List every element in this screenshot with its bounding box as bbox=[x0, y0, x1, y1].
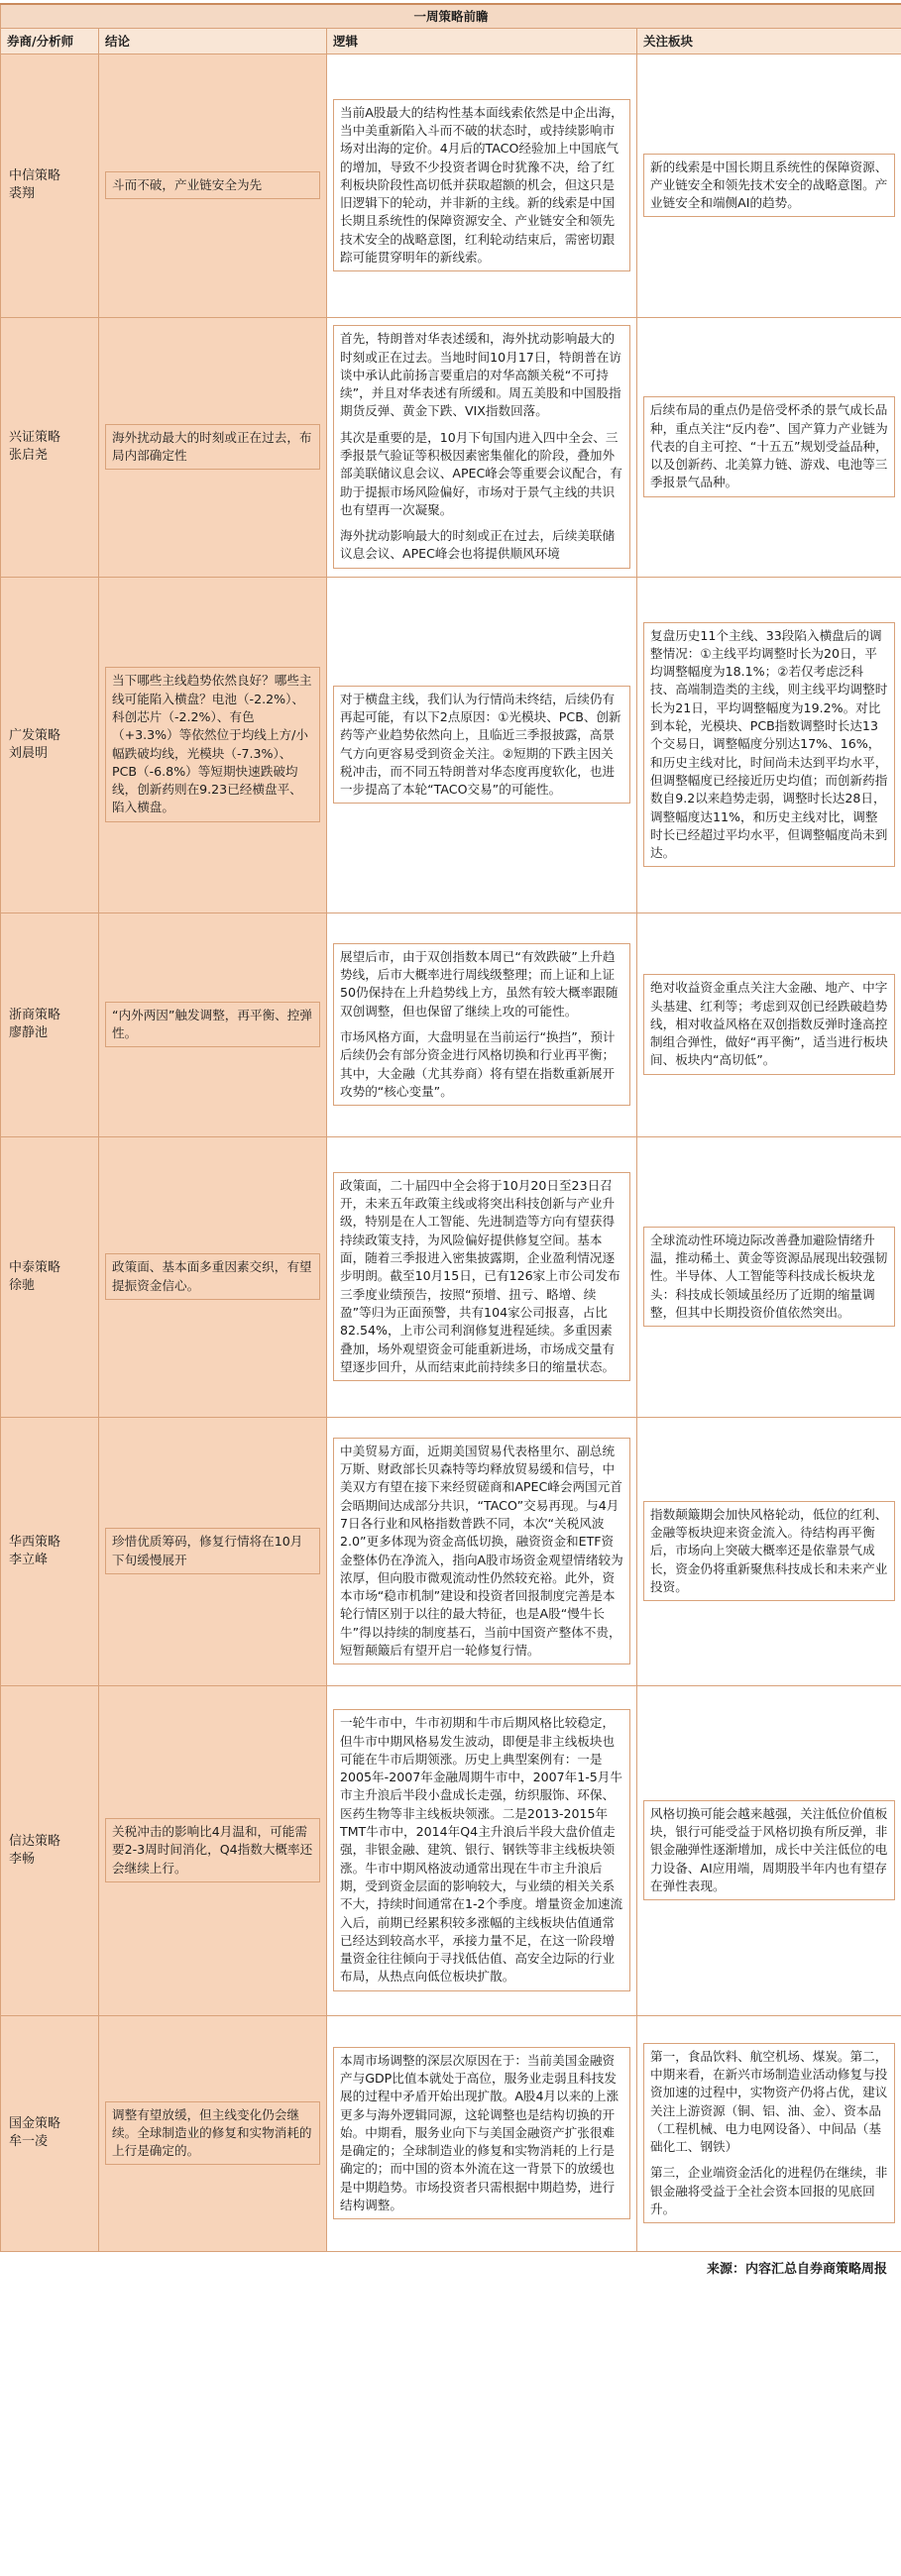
focus-cell bbox=[637, 54, 901, 317]
analyst-cell bbox=[1, 2015, 99, 2251]
focus-cell-box bbox=[643, 1227, 895, 1327]
focus-cell-box bbox=[643, 1800, 895, 1900]
conclusion-cell-text: 关税冲击的影响比4月温和，可能需要2-3周时间消化，Q4指数大概率还会继续上行。 bbox=[112, 1824, 313, 1876]
table-row bbox=[1, 577, 901, 912]
table-row bbox=[1, 1136, 901, 1417]
focus-cell bbox=[637, 2015, 901, 2251]
conclusion-cell bbox=[99, 912, 327, 1136]
conclusion-cell bbox=[99, 577, 327, 912]
logic-cell-box bbox=[333, 2047, 630, 2220]
focus-cell bbox=[637, 1685, 901, 2015]
analyst-name: 李立峰 bbox=[9, 1552, 49, 1567]
conclusion-cell-text: “内外两因”触发调整，再平衡、控弹性。 bbox=[112, 1007, 312, 1040]
logic-cell bbox=[327, 1136, 637, 1417]
logic-cell-paragraph: 其次是重要的是，10月下旬国内进入四中全会、三季报景气验证等积极因素密集催化的阶段，叠加外部美联储议息会议、APEC峰会等重要会议配合，有助于提振市场风险偏好，市场对于景气主线的共识也有望再一次凝聚。 bbox=[340, 429, 622, 517]
focus-cell-text: 绝对收益资金重点关注大金融、地产、中字头基建、红利等；考虑到双创已经跌破趋势线，相对收益风格在双创指数反弹时逢高控制组合弹性，做好“再平衡”，适当进行板块间、板块内“高切低”。 bbox=[650, 980, 888, 1068]
analyst-name: 牟一凌 bbox=[9, 2134, 49, 2149]
analyst-name: 徐驰 bbox=[9, 1277, 36, 1293]
logic-cell-box bbox=[333, 943, 630, 1106]
focus-cell bbox=[637, 912, 901, 1136]
table-header-row bbox=[1, 28, 901, 54]
focus-cell bbox=[637, 1417, 901, 1685]
header-focus: 关注板块 bbox=[637, 28, 901, 54]
conclusion-cell bbox=[99, 2015, 327, 2251]
focus-cell bbox=[637, 577, 901, 912]
analyst-cell bbox=[1, 912, 99, 1136]
focus-cell-paragraph: 第三，企业端资金活化的进程仍在继续，非银金融将受益于全社会资本回报的见底回升。 bbox=[650, 2165, 888, 2217]
conclusion-cell-text: 调整有望放缓，但主线变化仍会继续。全球制造业的修复和实物消耗的上行是确定的。 bbox=[112, 2106, 312, 2159]
conclusion-cell-box bbox=[105, 1002, 320, 1048]
analyst-name: 刘晨明 bbox=[9, 745, 49, 761]
strategy-table bbox=[0, 3, 901, 2252]
logic-cell-text: 当前A股最大的结构性基本面线索依然是中企出海，当中美重新陷入斗而不破的状态时，或持续影响市场对出海的定价。4月后的TACO经验加上中国底气的增加，导致不少投资者调仓时犹豫不决，给了红利板块阶段性高切低并获取超额的机会，但这只是旧逻辑下的轮动，并非新的主线。新的线索是中国长期且系统性的保障资源安全、产业链安全和领先技术安全的战略意图，红利轮动结束后，需密切跟踪可能贯穿明年的新线索。 bbox=[340, 104, 623, 266]
analyst-name: 李畅 bbox=[9, 1851, 36, 1867]
logic-cell-box bbox=[333, 1438, 630, 1665]
logic-cell bbox=[327, 2015, 637, 2251]
broker-name: 华西策略 bbox=[9, 1534, 61, 1550]
focus-cell-box bbox=[643, 1501, 895, 1601]
analyst-cell bbox=[1, 1417, 99, 1685]
table-title-row bbox=[1, 4, 901, 28]
conclusion-cell-text: 斗而不破，产业链安全为先 bbox=[112, 176, 263, 192]
conclusion-cell-box bbox=[105, 1253, 320, 1300]
conclusion-cell bbox=[99, 1417, 327, 1685]
conclusion-cell bbox=[99, 54, 327, 317]
logic-cell bbox=[327, 577, 637, 912]
focus-cell-box bbox=[643, 2043, 895, 2224]
logic-cell bbox=[327, 54, 637, 317]
broker-name: 浙商策略 bbox=[9, 1008, 61, 1022]
conclusion-cell-box bbox=[105, 424, 320, 471]
focus-cell-text: 指数颠簸期会加快风格轮动，低位的红利、金融等板块迎来资金流入。待结构再平衡后，市场向上突破大概率还是依靠景气成长，资金仍将重新聚焦科技成长和未来产业投资。 bbox=[650, 1506, 888, 1594]
focus-cell-text: 复盘历史11个主线、33段陷入横盘后的调整情况：①主线平均调整时长为20日，平均调整幅度为18.1%；②若仅考虑泛科技、高端制造类的主线，则主线平均调整时长为21日，平均调整幅度为19.2%。对比到本轮，光模块、PCB指数调整时长达13个交易日，调整幅度分别达17%、16%，和历史主线对比，时间尚未达到平均水平，但调整幅度已经接近历史均值；而创新药指数自9.2以来趋势走弱，调整时长达28日，调整幅度达11%，和历史主线对比，调整时长已经超过平均水平，但调整幅度尚未到达。 bbox=[650, 627, 888, 861]
broker-name: 国金策略 bbox=[9, 2116, 61, 2131]
logic-cell-text: 本周市场调整的深层次原因在于：当前美国金融资产与GDP比值本就处于高位，服务业走弱且科技发展的过程中矛盾开始出现扩散。A股4月以来的上涨更多与海外逻辑同源，这轮调整也是结构切换的开始。中期看，服务业向下与美国金融资产扩张很难是确定的；全球制造业的修复和实物消耗的上行是确定的；而中国的资本外流在这一背景下的放缓也是中期趋势。市场投资者只需根据中期趋势，进行结构调整。 bbox=[340, 2052, 619, 2213]
logic-cell-text: 政策面，二十届四中全会将于10月20日至23日召开，未来五年政策主线或将突出科技创新与产业升级，特别是在人工智能、先进制造等方向有望获得持续政策支持，为风险偏好提供修复空间。基本面，随着三季报进入密集披露期，企业盈利情况逐步明朗。截至10月15日，已有126家上市公司发布三季度业绩预告，按照“预增、扭亏、略增、续盈”等归为正面预警，共有104家公司报喜，占比82.54%，上市公司利润修复进程延续。多重因素叠加，场外观望资金可能重新进场，市场成交量有望逐步回升，从而结束此前持续多日的缩量状态。 bbox=[340, 1177, 620, 1374]
logic-cell-box bbox=[333, 325, 630, 569]
logic-cell-paragraph: 展望后市，由于双创指数本周已“有效跌破”上升趋势线，后市大概率进行周线级整理；而上证和上证50仍保持在上升趋势线上方，虽然有较大概率跟随双创调整，但也保留了继续上攻的可能性。 bbox=[340, 948, 619, 1019]
logic-cell-box bbox=[333, 99, 630, 272]
logic-cell-text: 对于横盘主线，我们认为行情尚未终结，后续仍有再起可能，有以下2点原因：①光模块、PCB、创新药等产业趋势依然向上，且临近三季报披露，高景气方向更容易受到资金关注。②短期的下跌主因关税冲击，而不同五特朗普对华态度再度软化，也进一步提高了本轮“TACO交易”的可能性。 bbox=[340, 691, 621, 798]
broker-name: 广发策略 bbox=[9, 727, 61, 743]
conclusion-cell bbox=[99, 1685, 327, 2015]
table-row bbox=[1, 1685, 901, 2015]
analyst-cell bbox=[1, 54, 99, 317]
logic-cell-box bbox=[333, 1709, 630, 1990]
logic-cell-paragraph: 海外扰动影响最大的时刻或正在过去，后续美联储议息会议、APEC峰会也将提供顺风环境 bbox=[340, 528, 616, 562]
analyst-cell bbox=[1, 577, 99, 912]
conclusion-cell-box bbox=[105, 1528, 320, 1574]
conclusion-cell-text: 政策面、基本面多重因素交织，有望提振资金信心。 bbox=[112, 1259, 312, 1293]
logic-cell bbox=[327, 317, 637, 577]
focus-cell-text: 新的线索是中国长期且系统性的保障资源、产业链安全和领先技术安全的战略意图。产业链安全和端侧AI的趋势。 bbox=[650, 159, 888, 211]
analyst-name: 张启尧 bbox=[9, 448, 49, 463]
conclusion-cell-text: 当下哪些主线趋势依然良好？哪些主线可能陷入横盘？电池（-2.2%）、科创芯片（-2.2%）、有色（+3.3%）等依然位于均线上方/小幅跌破均线，光模块（-7.3%）、PCB（-6.8%）等短期快速跌破均线，创新药则在9.23已经横盘平、陷入横盘。 bbox=[112, 673, 312, 815]
table-row bbox=[1, 317, 901, 577]
focus-cell bbox=[637, 1136, 901, 1417]
table-row bbox=[1, 1417, 901, 1685]
table-row bbox=[1, 912, 901, 1136]
logic-cell-text: 中美贸易方面，近期美国贸易代表格里尔、副总统万斯、财政部长贝森特等均释放贸易缓和信号，中美双方有望在接下来经贸磋商和APEC峰会两国元首会晤期间达成部分共识，“TACO”交易再现。与4月7日各行业和风格指数普跌不同，本次“关税风波2.0”更多体现为资金高低切换，融资资金和ETF资金整体仍在净流入，指向A股市场资金观望情绪较为浓厚，但向股市微观流动性仍然较充裕。此外，资本市场“稳市机制”建设和投资者回报制度完善是本轮行情区别于以往的最大特征，也是A股“慢牛长牛”得以持续的制度基石，当前中国资产整体不贵，短暂颠簸后有望开启一轮修复行情。 bbox=[340, 1443, 623, 1658]
broker-name: 中泰策略 bbox=[9, 1259, 61, 1275]
conclusion-cell bbox=[99, 1136, 327, 1417]
analyst-name: 廖静池 bbox=[9, 1025, 49, 1040]
header-conclusion: 结论 bbox=[99, 28, 327, 54]
conclusion-cell-text: 海外扰动最大的时刻或正在过去，布局内部确定性 bbox=[112, 429, 312, 463]
analyst-cell bbox=[1, 1136, 99, 1417]
focus-cell-text: 后续布局的重点仍是倍受杯杀的景气成长品种，重点关注“反内卷”、国产算力产业链为代表的自主可控、“十五五”规划受益品种，以及创新药、北美算力链、游戏、电池等三季报景气品种。 bbox=[650, 402, 888, 490]
logic-cell bbox=[327, 912, 637, 1136]
analyst-cell bbox=[1, 317, 99, 577]
conclusion-cell-box bbox=[105, 171, 320, 199]
analyst-cell bbox=[1, 1685, 99, 2015]
logic-cell-paragraph: 首先，特朗普对华表述缓和，海外扰动影响最大的时刻或正在过去。当地时间10月17日，特朗普在访谈中承认此前扬言要重启的对华高额关税“不可持续”，并且对华表述有所缓和。周五美股和中国股指期货反弹、黄金下跌、VIX指数回落。 bbox=[340, 331, 621, 419]
logic-cell-box bbox=[333, 1172, 630, 1381]
conclusion-cell bbox=[99, 317, 327, 577]
header-logic: 逻辑 bbox=[327, 28, 637, 54]
broker-name: 中信策略 bbox=[9, 168, 61, 183]
focus-cell-text: 全球流动性环境边际改善叠加避险情绪升温，推动稀土、黄金等资源品展现出较强韧性。半导体、人工智能等科技成长板块龙头：科技成长领域虽经历了近期的缩量调整，但其中长期投资价值依然突出。 bbox=[650, 1232, 888, 1320]
broker-name: 信达策略 bbox=[9, 1833, 61, 1849]
table-row bbox=[1, 2015, 901, 2251]
logic-cell bbox=[327, 1685, 637, 2015]
logic-cell-text: 一轮牛市中，牛市初期和牛市后期风格比较稳定，但牛市中期风格易发生波动，即便是非主线板块也可能在牛市后期领涨。历史上典型案例有：一是2005年-2007年金融周期牛市中，2007年1-5月牛市主升浪后半段小盘成长走强，纺织服饰、环保、医药生物等非主线板块领涨。二是2013-2015年TMT牛市中，2014年Q4主升浪后半段大盘价值走强，非银金融、建筑、银行、钢铁等非主线板块领涨。牛市中期风格波动通常出现在牛市主升浪后期，受到资金层面的影响较大，与业绩的相关关系不大，持续时间通常在1-2个季度。增量资金加速流入后，前期已经累积较多涨幅的主线板块估值通常已经达到较高水平，承接力量不足，在这一阶段增量资金往往倾向于寻找低估值、高安全边际的行业布局，从热点向低位板块扩散。 bbox=[340, 1715, 623, 1985]
focus-cell-box bbox=[643, 622, 895, 868]
conclusion-cell-text: 珍惜优质筹码，修复行情将在10月下旬缓慢展开 bbox=[112, 1534, 303, 1567]
focus-cell-box bbox=[643, 396, 895, 496]
broker-name: 兴证策略 bbox=[9, 430, 61, 445]
table-title: 一周策略前瞻 bbox=[1, 4, 901, 28]
focus-cell-paragraph: 第一，食品饮料、航空机场、煤炭。第二，中期来看，在新兴市场制造业活动修复与投资加速的过程中，实物资产仍将占优，建议关注上游资源（铜、铝、油、金）、资本品（工程机械、电力电网设备）、中间品（基础化工、钢铁） bbox=[650, 2048, 888, 2155]
focus-cell bbox=[637, 317, 901, 577]
source-note: 来源：内容汇总自券商策略周报 bbox=[706, 2261, 887, 2277]
focus-cell-text: 风格切换可能会越来越强，关注低位价值板块，银行可能受益于风格切换有所反弹，非银金融弹性逐渐增加，成长中关注低位的电力设备、AI应用端，周期股半年内也有望存在弹性表现。 bbox=[650, 1805, 888, 1893]
focus-cell-box bbox=[643, 974, 895, 1074]
logic-cell-paragraph: 市场风格方面，大盘明显在当前运行“换挡”，预计后续仍会有部分资金进行风格切换和行业再平衡；其中，大金融（尤其券商）将有望在指数重新展开攻势的“核心变量”。 bbox=[340, 1029, 616, 1099]
conclusion-cell-box bbox=[105, 2101, 320, 2166]
conclusion-cell-box bbox=[105, 667, 320, 821]
header-analyst: 券商/分析师 bbox=[1, 28, 99, 54]
analyst-name: 裘翔 bbox=[9, 186, 36, 201]
logic-cell-box bbox=[333, 686, 630, 805]
focus-cell-box bbox=[643, 154, 895, 218]
table-row bbox=[1, 54, 901, 317]
conclusion-cell-box bbox=[105, 1818, 320, 1882]
logic-cell bbox=[327, 1417, 637, 1685]
